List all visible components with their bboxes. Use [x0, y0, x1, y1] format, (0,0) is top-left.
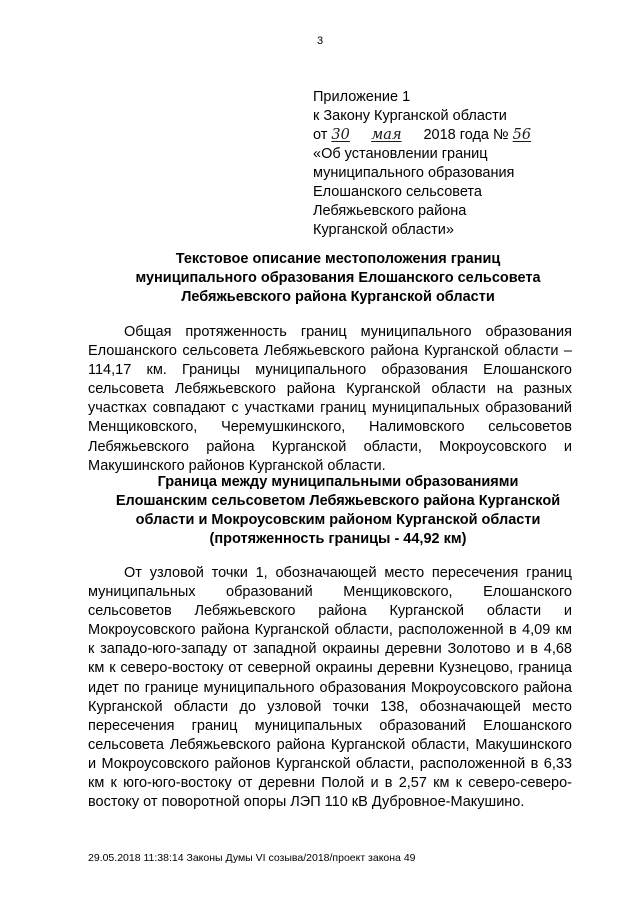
handwritten-doc-number: 56: [512, 127, 532, 143]
appendix-law-title-line5: Курганской области»: [313, 222, 454, 238]
paragraph-border-description: От узловой точки 1, обозначающей место пересечения границ муниципальных образований Менщиковского, Елошанского сельсоветов Лебяжьевского района Курганской области и Мокроусовского района Курганской области, расположенной в 4,09 км к западо-юго-западу от западной окраины деревни Золотово и в 4,68 км к северо-востоку от северной окраины деревни Кузнецово, граница идет по границе муниципального образования Мокроусовского района Курганской области до узловой точки 138, обозначающей место пересечения границ муниципальных образований Елошанского сельсовета Лебяжьевского района Курганской области, Макушинского и Мокроусовского районов Курганской области, расположенной в 6,33 км к юго-юго-востоку от деревни Полой и в 2,57 км к северо-северо-востоку от поворотной опоры ЛЭП 110 кВ Дубровное-Макушино.: [88, 565, 572, 811]
date-year: 2018 года №: [423, 127, 509, 143]
heading-line: Граница между муниципальными образованиями: [157, 474, 519, 490]
heading-line: Елошанским сельсоветом Лебяжьевского района Курганской: [115, 493, 561, 509]
heading-line: Текстовое описание местоположения границ: [175, 251, 501, 267]
appendix-block: [313, 88, 557, 240]
appendix-law-title-line3: Елошанского сельсовета: [313, 184, 482, 200]
handwritten-date-day: 30: [331, 127, 350, 143]
heading-line: области и Мокроусовским районом Курганской области: [135, 512, 541, 528]
appendix-law-title-line2: муниципального образования: [313, 165, 515, 181]
handwritten-date-month: мая: [371, 127, 402, 143]
section-heading-boundaries: [88, 250, 588, 307]
paragraph-total-length: Общая протяженность границ муниципального образования Елошанского сельсовета Лебяжьевского района Курганской области – 114,17 км. Границы муниципального образования Елошанского сельсовета Лебяжьевского района Курганской области на разных участках совпадают с участками границ муниципальных образований Менщиковского, Черемушкинского, Налимовского сельсоветов Лебяжьевского района Курганской области, Мокроусовского и Макушинского районов Курганской области.: [88, 324, 572, 474]
page-number: 3: [316, 35, 324, 47]
document-footer: 29.05.2018 11:38:14 Законы Думы VI созыва/2018/проект закона 49: [88, 852, 416, 864]
appendix-date-line: [313, 126, 557, 145]
section-heading-mokrousovo-border: [88, 473, 588, 549]
appendix-law-title-line1: «Об установлении границ: [313, 146, 488, 162]
heading-line: Лебяжьевского района Курганской области: [181, 289, 495, 305]
heading-line: (протяженность границы - 44,92 км): [209, 531, 467, 547]
appendix-title: Приложение 1: [313, 89, 411, 105]
appendix-law-title-line4: Лебяжьевского района: [313, 203, 467, 219]
heading-line: муниципального образования Елошанского сельсовета: [135, 270, 541, 286]
appendix-law-reference: к Закону Курганской области: [313, 108, 507, 124]
date-prefix: от: [313, 127, 328, 143]
